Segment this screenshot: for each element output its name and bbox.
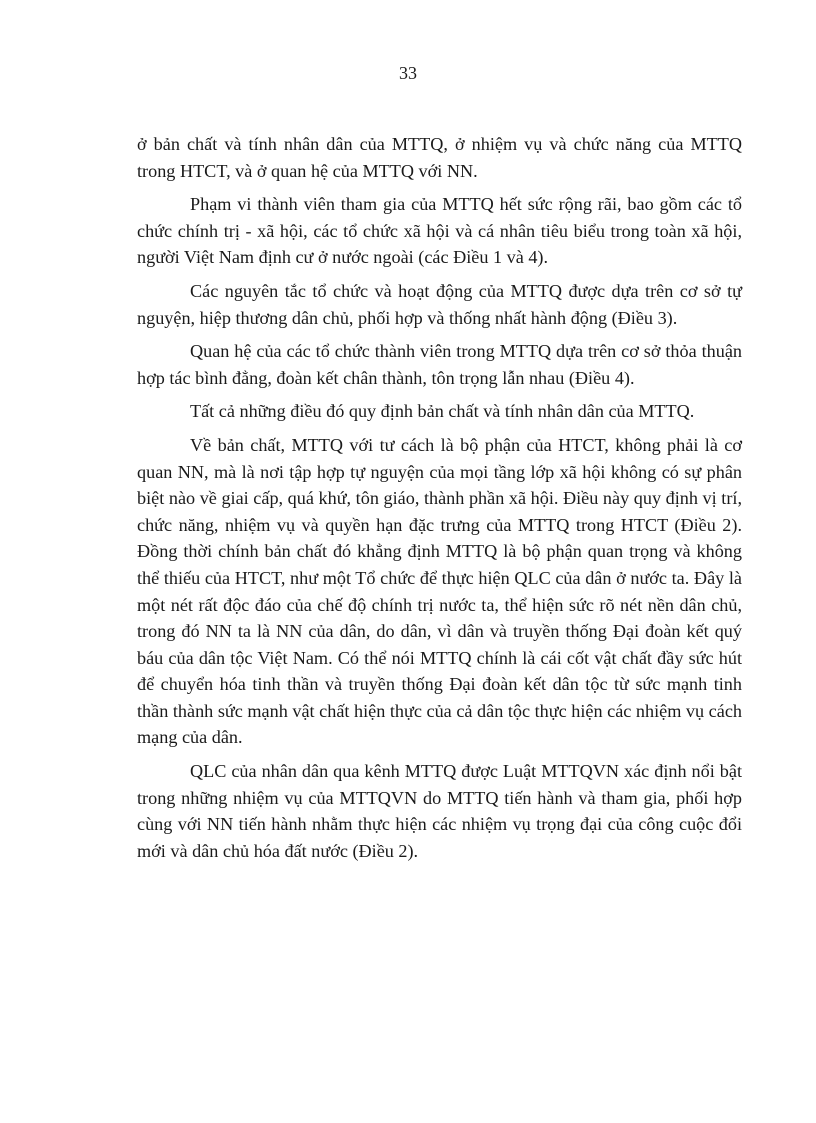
paragraph-continuation: ở bản chất và tính nhân dân của MTTQ, ở nhiệm vụ và chức năng của MTTQ trong HTCT, và ở quan hệ của MTTQ với NN. <box>137 134 742 181</box>
paragraph-member-relations: Quan hệ của các tổ chức thành viên trong MTTQ dựa trên cơ sở thỏa thuận hợp tác bình đẳng, đoàn kết chân thành, tôn trọng lẫn nhau (Điều 4). <box>137 341 742 388</box>
body-text <box>137 131 742 871</box>
page-number: 33 <box>399 63 417 83</box>
paragraph-nature: Về bản chất, MTTQ với tư cách là bộ phận của HTCT, không phải là cơ quan NN, mà là nơi tập hợp tự nguyện của mọi tầng lớp xã hội không có sự phân biệt nào về giai cấp, quá khứ, tôn giáo, thành phần xã hội. Điều này quy định vị trí, chức năng, nhiệm vụ và quyền hạn đặc trưng của MTTQ trong HTCT (Điều 2). Đồng thời chính bản chất đó khẳng định MTTQ là bộ phận quan trọng và không thể thiếu của HTCT, như một Tổ chức để thực hiện QLC của dân ở nước ta. Đây là một nét rất độc đáo của chế độ chính trị nước ta, thể hiện sức rõ nét nền dân chủ, trong đó NN ta là NN của dân, do dân, vì dân và truyền thống Đại đoàn kết quý báu của dân tộc Việt Nam. Có thể nói MTTQ chính là cái cốt vật chất đầy sức hút để chuyển hóa tinh thần và truyền thống Đại đoàn kết dân tộc từ sức mạnh tinh thần thành sức mạnh vật chất hiện thực của cả dân tộc thực hiện các nhiệm vụ cách mạng của dân. <box>137 434 742 748</box>
paragraph-organizing-principles: Các nguyên tắc tổ chức và hoạt động của MTTQ được dựa trên cơ sở tự nguyện, hiệp thương dân chủ, phối hợp và thống nhất hành động (Điều 3). <box>137 280 742 328</box>
paragraph-people-power: QLC của nhân dân qua kênh MTTQ được Luật MTTQVN xác định nổi bật trong những nhiệm vụ của MTTQVN do MTTQ tiến hành và tham gia, phối hợp cùng với NN tiến hành nhằm thực hiện các nhiệm vụ trọng đại của công cuộc đổi mới và dân chủ hóa đất nước (Điều 2). <box>137 761 742 861</box>
paragraph-membership-scope: Phạm vi thành viên tham gia của MTTQ hết sức rộng rãi, bao gồm các tổ chức chính trị - xã hội, các tổ chức xã hội và cá nhân tiêu biểu trong toàn xã hội, người Việt Nam định cư ở nước ngoài (các Điều 1 và 4). <box>137 194 742 268</box>
paragraph-summary: Tất cả những điều đó quy định bản chất và tính nhân dân của MTTQ. <box>190 401 695 422</box>
